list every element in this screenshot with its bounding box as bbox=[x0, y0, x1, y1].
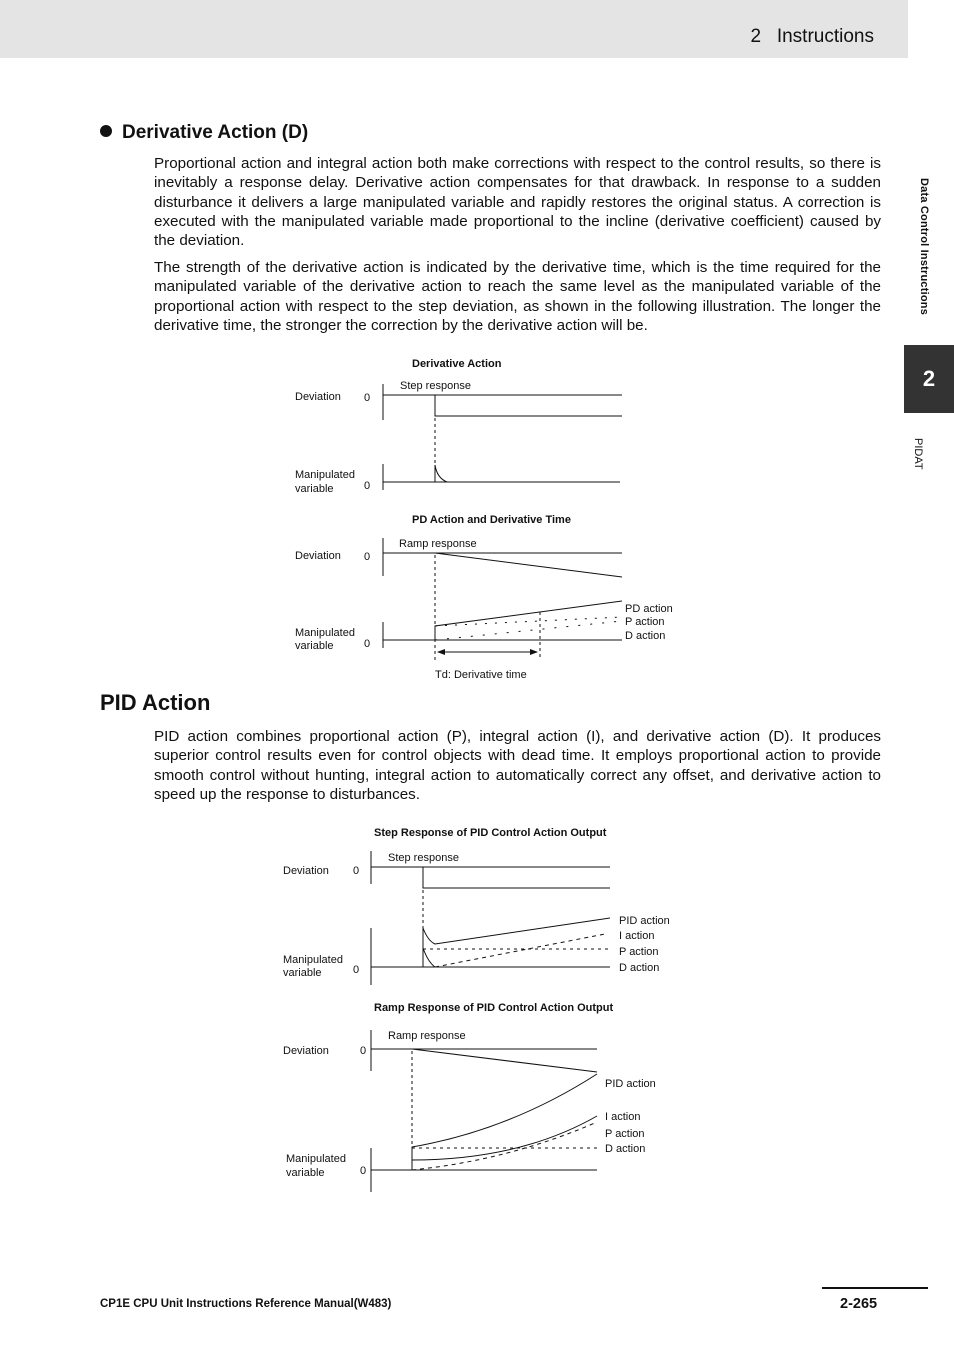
fig3-zero-bottom: 0 bbox=[353, 964, 360, 976]
fig1-zero-bottom: 0 bbox=[364, 480, 371, 492]
figure-pid-step-response bbox=[283, 827, 670, 985]
footer-rule bbox=[822, 1287, 928, 1289]
paragraph-derivative-2: The strength of the derivative action is indicated by the derivative time, which is the time required for the manipulated variable of the derivative action to reach the same level as the manipulated variable of the proportional action with respect to the step deviation, as shown in the following illustration. The longer the derivative time, the stronger the correction by the derivative action will be. bbox=[154, 259, 881, 334]
fig4-i-action-label: I action bbox=[605, 1111, 641, 1123]
fig2-zero-top: 0 bbox=[364, 551, 371, 563]
fig3-manip-label-2: variable bbox=[283, 967, 322, 979]
fig4-ramp-line bbox=[412, 1049, 597, 1072]
fig1-step-curve bbox=[383, 395, 622, 416]
fig4-manip-label-1: Manipulated bbox=[286, 1153, 346, 1165]
fig2-zero-bottom: 0 bbox=[364, 638, 371, 650]
fig2-deviation-label: Deviation bbox=[295, 550, 341, 562]
fig3-pid-curve bbox=[423, 918, 610, 967]
fig1-title: Derivative Action bbox=[412, 358, 502, 370]
figure-pd-action bbox=[295, 514, 673, 681]
fig3-pid-action-label: PID action bbox=[619, 915, 670, 927]
fig2-ramp-response-label: Ramp response bbox=[399, 538, 477, 550]
section-heading-text: Derivative Action (D) bbox=[122, 122, 309, 143]
fig4-d-action-label: D action bbox=[605, 1143, 646, 1155]
fig3-p-action-label: P action bbox=[619, 946, 659, 958]
fig3-i-action-label: I action bbox=[619, 930, 655, 942]
fig4-zero-top: 0 bbox=[360, 1045, 367, 1057]
fig2-d-line bbox=[435, 617, 622, 626]
side-tab-instruction: PIDAT bbox=[912, 438, 924, 470]
fig2-title: PD Action and Derivative Time bbox=[412, 514, 571, 526]
fig1-manip-label-1: Manipulated bbox=[295, 469, 355, 481]
fig4-p-action-label: P action bbox=[605, 1128, 645, 1140]
paragraph-derivative-1: Proportional action and integral action both make corrections with respect to the control results, so there is inevitably a response delay. Derivative action compensates for that drawback. In response to a sudden disturbance it delivers a large manipulated variable and rapidly restores the original status. A correction is executed with the manipulated variable made proportional to the incline (derivative coefficient) caused by the deviation. bbox=[154, 155, 881, 250]
fig4-manip-label-2: variable bbox=[286, 1167, 325, 1179]
fig3-manip-label-1: Manipulated bbox=[283, 954, 343, 966]
fig3-d-spike bbox=[423, 948, 435, 967]
fig3-title: Step Response of PID Control Action Output bbox=[374, 827, 607, 839]
fig1-derivative-spike bbox=[435, 465, 447, 482]
side-tab-chapter-number: 2 bbox=[904, 345, 954, 413]
fig4-pid-curve bbox=[412, 1074, 597, 1170]
fig2-manip-label-2: variable bbox=[295, 640, 334, 652]
fig4-deviation-label: Deviation bbox=[283, 1045, 329, 1057]
figure-derivative-action bbox=[295, 358, 622, 495]
fig3-deviation-label: Deviation bbox=[283, 865, 329, 877]
fig4-ramp-response-label: Ramp response bbox=[388, 1030, 466, 1042]
section-heading-pid: PID Action bbox=[100, 690, 211, 715]
fig3-step-response-label: Step response bbox=[388, 852, 459, 864]
fig1-manip-label-2: variable bbox=[295, 483, 334, 495]
footer-page-number: 2-265 bbox=[840, 1296, 878, 1312]
side-tab-section: Data Control Instructions bbox=[918, 178, 930, 316]
fig2-pd-action-label: PD action bbox=[625, 603, 673, 615]
fig3-step-curve bbox=[371, 867, 610, 888]
fig4-pid-action-label: PID action bbox=[605, 1078, 656, 1090]
fig2-p-line bbox=[435, 621, 622, 640]
fig2-d-action-label: D action bbox=[625, 630, 666, 642]
chapter-title: 2 Instructions bbox=[750, 26, 874, 47]
fig2-p-action-label: P action bbox=[625, 616, 665, 628]
fig3-zero-top: 0 bbox=[353, 865, 360, 877]
fig2-td-label: Td: Derivative time bbox=[435, 669, 527, 681]
fig3-i-line bbox=[435, 934, 605, 967]
fig2-pd-line bbox=[435, 601, 622, 640]
fig2-manip-label-1: Manipulated bbox=[295, 627, 355, 639]
fig4-i-curve bbox=[412, 1116, 597, 1170]
fig3-d-action-label: D action bbox=[619, 962, 660, 974]
fig1-zero-top: 0 bbox=[364, 392, 371, 404]
fig4-title: Ramp Response of PID Control Action Output bbox=[374, 1002, 614, 1014]
fig4-p-curve bbox=[412, 1122, 597, 1170]
figure-pid-ramp-response bbox=[283, 1002, 656, 1192]
footer-manual-title: CP1E CPU Unit Instructions Reference Manual(W483) bbox=[100, 1298, 392, 1310]
fig2-ramp-line bbox=[435, 553, 622, 577]
fig1-deviation-label: Deviation bbox=[295, 391, 341, 403]
fig4-zero-bottom: 0 bbox=[360, 1165, 367, 1177]
paragraph-pid: PID action combines proportional action (P), integral action (I), and derivative action (D). It produces superior control results even for control objects with dead time. It employs proportional action to provide smooth control without hunting, integral action to automatically correct any offset, and derivative action to speed up the response to disturbances. bbox=[154, 728, 881, 803]
fig1-step-response-label: Step response bbox=[400, 380, 471, 392]
